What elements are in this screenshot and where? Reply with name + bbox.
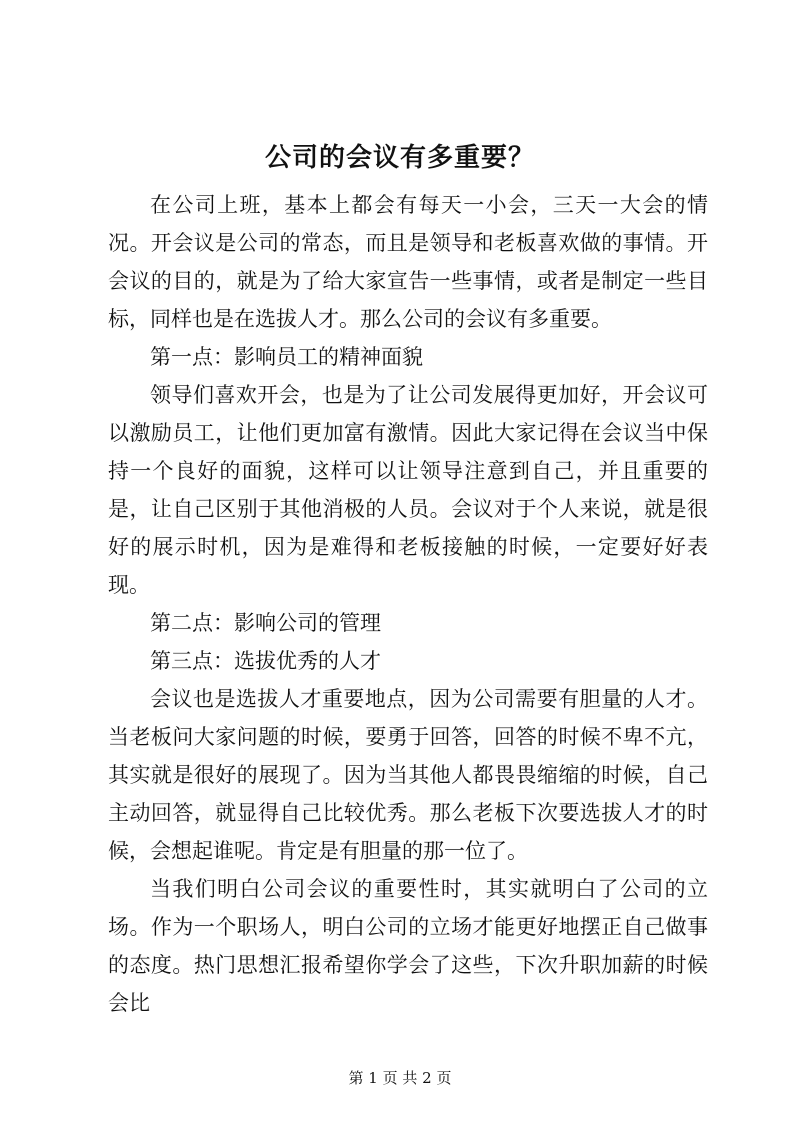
section-paragraph-1: 领导们喜欢开会，也是为了让公司发展得更加好，开会议可以激励员工，让他们更加富有激情。因此大家记得在会议当中保持一个良好的面貌，这样可以让领导注意到自己，并且重要的是，让自己区别于其他消极的人员。会议对于个人来说，就是很好的展示时机，因为是难得和老板接触的时候，一定要好好表现。: [108, 383, 708, 597]
closing-paragraph: 当我们明白公司会议的重要性时，其实就明白了公司的立场。作为一个职场人，明白公司的立场才能更好地摆正自己做事的态度。热门思想汇报希望你学会了这些，下次升职加薪的时候会比: [108, 877, 708, 1015]
page-footer: 第 1 页 共 2 页: [348, 1069, 452, 1087]
section-heading-2: 第二点：影响公司的管理: [150, 611, 381, 635]
section-paragraph-3: 会议也是选拔人才重要地点，因为公司需要有胆量的人才。当老板问大家问题的时候，要勇于回答，回答的时候不卑不亢，其实就是很好的展现了。因为当其他人都畏畏缩缩的时候，自己主动回答，就显得自己比较优秀。那么老板下次要选拔人才的时候，会想起谁呢。肯定是有胆量的那一位了。: [108, 687, 708, 863]
section-heading-1: 第一点：影响员工的精神面貌: [150, 345, 423, 369]
page-title: 公司的会议有多重要？: [264, 143, 535, 173]
section-heading-3: 第三点：选拔优秀的人才: [150, 649, 381, 673]
document-body: [108, 186, 708, 1022]
intro-paragraph: 在公司上班，基本上都会有每天一小会，三天一大会的情况。开会议是公司的常态，而且是领导和老板喜欢做的事情。开会议的目的，就是为了给大家宣告一些事情，或者是制定一些目标，同样也是在选拔人才。那么公司的会议有多重要。: [108, 193, 708, 331]
